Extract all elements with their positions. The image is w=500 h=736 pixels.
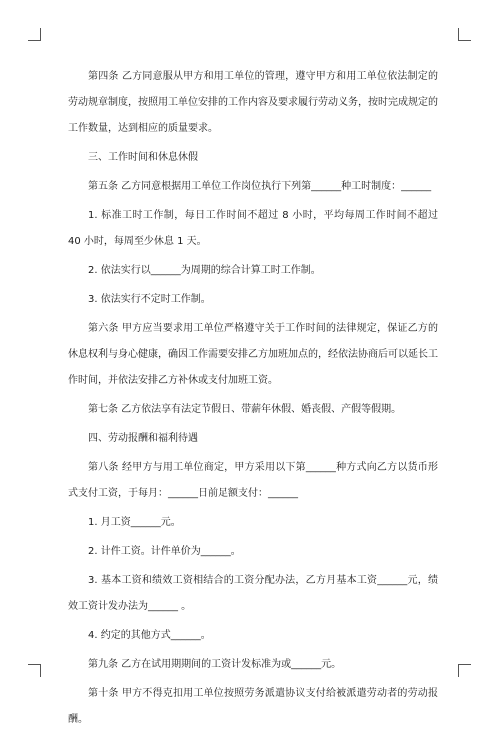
article-10: 第十条 甲方不得克扣用工单位按照劳务派遣协议支付给被派遣劳动者的劳动报酬。 (68, 688, 438, 725)
section-3-heading: 三、工作时间和休息休假 (88, 152, 198, 163)
article-8-item-4: 4. 约定的其他方式______。 (88, 630, 211, 641)
article-4: 第四条 乙方同意服从甲方和用工单位的管理，遵守甲方和用工单位依法制定的劳动规章制度，按照用工单位安排的工作内容及要求履行劳动义务，按时完成规定的工作数量，达到相应的质量要求。 (68, 71, 438, 134)
document-body (68, 64, 438, 736)
article-8-item-2: 2. 计件工资。计件单价为______。 (88, 546, 241, 557)
crop-mark-top-left (28, 28, 41, 41)
article-5-item-1: 1. 标准工时工作制，每日工作时间不超过 8 小时，平均每周工作时间不超过 40 小时，每周至少休息 1 天。 (68, 210, 438, 247)
crop-mark-bottom-left (28, 664, 41, 677)
crop-mark-top-right (458, 28, 471, 41)
article-8: 第八条 经甲方与用工单位商定，甲方采用以下第______种方式向乙方以货币形式支付工资，于每月：______日前足额支付：______ (68, 462, 438, 499)
crop-mark-bottom-right (458, 664, 471, 677)
article-5-item-3: 3. 依法实行不定时工作制。 (88, 294, 211, 305)
article-5-item-2: 2. 依法实行以______为周期的综合计算工时工作制。 (88, 265, 321, 276)
article-8-item-1: 1. 月工资______元。 (88, 517, 181, 528)
article-9: 第九条 乙方在试用期期间的工资计发标准为或______元。 (88, 659, 342, 670)
article-5: 第五条 乙方同意根据用工单位工作岗位执行下列第______种工时制度：______ (88, 181, 432, 192)
article-6: 第六条 甲方应当要求用工单位严格遵守关于工作时间的法律规定，保证乙方的休息权利与身心健康，确因工作需要安排乙方加班加点的，经依法协商后可以延长工作时间，并依法安排乙方补休或支付加班工资。 (68, 323, 438, 386)
article-7: 第七条 乙方依法享有法定节假日、带薪年休假、婚丧假、产假等假期。 (88, 404, 402, 415)
section-4-heading: 四、劳动报酬和福利待遇 (88, 433, 198, 444)
article-8-item-3: 3. 基本工资和绩效工资相结合的工资分配办法，乙方月基本工资______元，绩效工资计发办法为______ 。 (68, 575, 438, 612)
